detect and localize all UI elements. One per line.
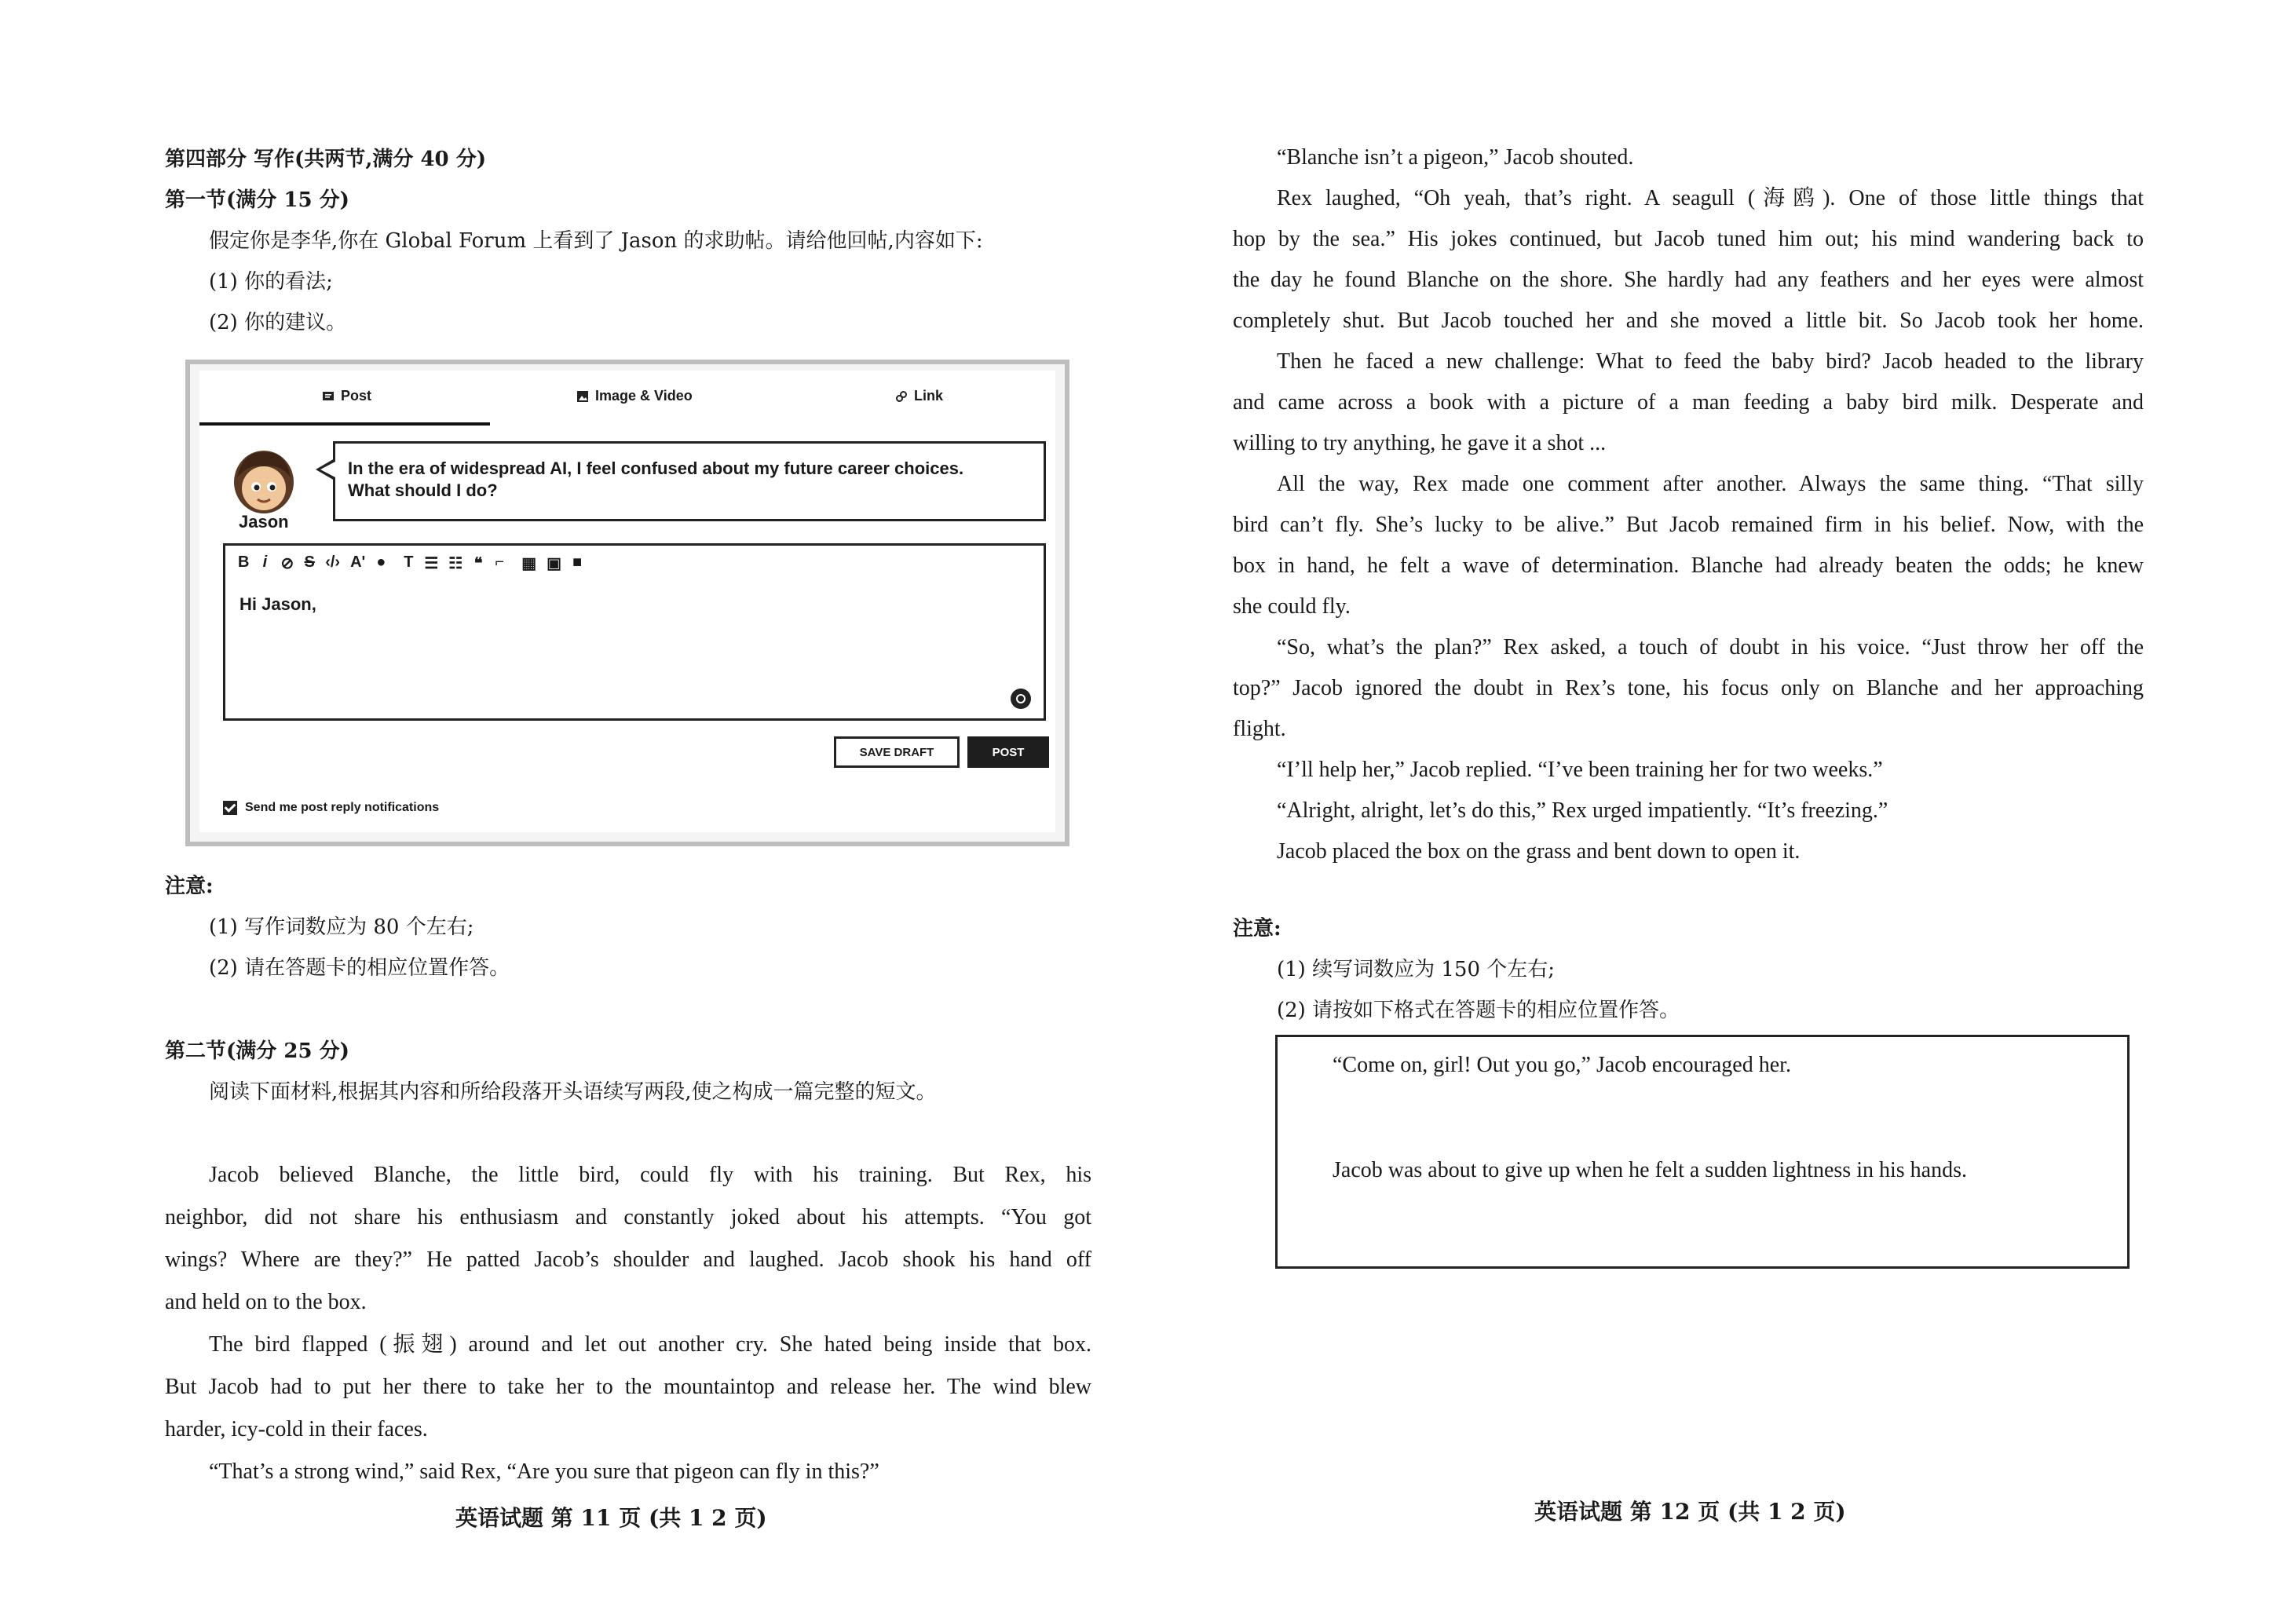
story-line: harder, icy-cold in their faces. xyxy=(165,1417,428,1441)
jason-avatar xyxy=(228,443,300,515)
tab-image-video-label: Image & Video xyxy=(595,388,693,404)
font-size-button[interactable]: A' xyxy=(350,553,366,571)
story-line: top?” Jacob ignored the doubt in Rex’s tone, his focus only on Blanche and her approaching xyxy=(1233,676,2144,700)
tab-link-label: Link xyxy=(914,388,944,404)
right-page xyxy=(1233,0,2144,1622)
insert-image-button[interactable]: ▣ xyxy=(547,555,561,572)
insert-video-button[interactable]: ■ xyxy=(572,553,583,571)
page-footer: 英语试题 第 12 页 (共 1 2 页) xyxy=(1534,1499,1846,1525)
question-line-1: In the era of widespread AI, I feel confused about my future career choices. xyxy=(348,458,964,478)
quote-button[interactable]: ❝ xyxy=(473,555,483,572)
story-line: “Alright, alright, let’s do this,” Rex urged impatiently. “It’s freezing.” xyxy=(1277,798,1888,823)
post-button[interactable]: POST xyxy=(967,736,1049,768)
story-line: she could fly. xyxy=(1233,594,1351,619)
part-title: 第四部分 写作(共两节,满分 40 分) xyxy=(165,148,486,171)
section2-title: 第二节(满分 25 分) xyxy=(165,1039,349,1063)
spoiler-button[interactable]: ● xyxy=(376,553,386,571)
forum-panel xyxy=(199,371,1055,832)
save-draft-button[interactable]: SAVE DRAFT xyxy=(834,736,960,768)
numbered-list-button[interactable]: ☷ xyxy=(448,555,463,572)
section1-title: 第一节(满分 15 分) xyxy=(165,188,349,212)
section1-point-2: (2) 你的建议。 xyxy=(209,311,347,334)
story-line: the day he found Blanche on the shore. She hardly had any feathers and her eyes were almost xyxy=(1233,268,2144,292)
bold-button[interactable]: B xyxy=(238,553,250,571)
link-icon xyxy=(895,390,908,403)
answer-format-box xyxy=(1275,1035,2130,1269)
post-type-tabs xyxy=(199,371,1055,426)
story-line: bird can’t fly. She’s lucky to be alive.” But Jacob remained firm in his belief. Now, with the xyxy=(1233,513,2144,537)
user-name: Jason xyxy=(239,512,289,532)
notification-label: Send me post reply notifications xyxy=(245,801,440,814)
notes2-item-1: (1) 续写词数应为 150 个左右; xyxy=(1277,958,1556,981)
code-button[interactable]: ‹/› xyxy=(325,553,341,571)
story-line: wings? Where are they?” He patted Jacob’s shoulder and laughed. Jacob shook his hand off xyxy=(165,1248,1091,1272)
story-line: “I’ll help her,” Jacob replied. “I’ve been training her for two weeks.” xyxy=(1277,758,1883,782)
section1-prompt: 假定你是李华,你在 Global Forum 上看到了 Jason 的求助帖。请给他回帖,内容如下: xyxy=(209,229,983,253)
story-line: flight. xyxy=(1233,717,1286,741)
speech-bubble-tail-inner xyxy=(320,462,335,477)
notes2-item-2: (2) 请按如下格式在答题卡的相应位置作答。 xyxy=(1277,999,1680,1022)
story-line: But Jacob had to put her there to take her to the mountaintop and release her. The wind blew xyxy=(165,1375,1091,1399)
story-line: neighbor, did not share his enthusiasm and constantly joked about his attempts. “You got xyxy=(165,1205,1091,1229)
story-line: “So, what’s the plan?” Rex asked, a touch of doubt in his voice. “Just throw her off the xyxy=(1277,635,2144,659)
story-line: Jacob believed Blanche, the little bird, could fly with his training. But Rex, his xyxy=(209,1163,1091,1187)
story-line: “That’s a strong wind,” said Rex, “Are you sure that pigeon can fly in this?” xyxy=(209,1459,879,1484)
active-tab-indicator xyxy=(199,422,490,426)
section1-point-1: (1) 你的看法; xyxy=(209,270,333,294)
link-button[interactable]: ⊘ xyxy=(280,555,294,572)
tab-link[interactable] xyxy=(895,388,943,404)
left-page xyxy=(165,0,1091,1622)
tab-post-label: Post xyxy=(341,388,372,404)
story-line: Rex laughed, “Oh yeah, that’s right. A seagull (海鸥). One of those little things that xyxy=(1277,186,2144,210)
story-line: Then he faced a new challenge: What to feed the baby bird? Jacob headed to the library xyxy=(1277,349,2144,374)
notes1-title: 注意: xyxy=(165,875,214,898)
notes1-item-2: (2) 请在答题卡的相应位置作答。 xyxy=(209,956,510,980)
story-line: The bird flapped (振翅) around and let out another cry. She hated being inside that box. xyxy=(209,1332,1091,1357)
forum-screenshot xyxy=(185,360,1069,846)
question-bubble xyxy=(333,441,1046,521)
notes1-item-1: (1) 写作词数应为 80 个左右; xyxy=(209,915,474,939)
story-line: completely shut. But Jacob touched her and she moved a little bit. So Jacob took her home. xyxy=(1233,309,2144,333)
notification-checkbox[interactable] xyxy=(223,801,237,815)
notification-option[interactable] xyxy=(223,801,439,815)
tab-post[interactable] xyxy=(322,388,371,404)
bullet-list-button[interactable]: ☰ xyxy=(424,555,439,572)
image-icon xyxy=(576,390,589,403)
story-line: and held on to the box. xyxy=(165,1290,367,1314)
story-line: “Blanche isn’t a pigeon,” Jacob shouted. xyxy=(1277,145,1634,170)
table-button[interactable]: ▦ xyxy=(521,555,537,572)
italic-button[interactable]: i xyxy=(262,553,268,571)
story-line: box in hand, he felt a wave of determination. Blanche had already beaten the odds; he knew xyxy=(1233,553,2144,578)
story-line: All the way, Rex made one comment after another. Always the same thing. “That silly xyxy=(1277,472,2144,496)
editor-toolbar xyxy=(238,553,583,573)
answer-opening-1: “Come on, girl! Out you go,” Jacob encouraged her. xyxy=(1333,1053,1791,1077)
heading-button[interactable]: T xyxy=(404,553,414,571)
notes2-title: 注意: xyxy=(1233,917,1281,941)
question-line-2: What should I do? xyxy=(348,480,498,500)
story-line: willing to try anything, he gave it a shot ... xyxy=(1233,431,1607,455)
editor-content[interactable]: Hi Jason, xyxy=(239,594,316,614)
codeblock-button[interactable]: ⌐ xyxy=(495,553,505,571)
section2-prompt: 阅读下面材料,根据其内容和所给段落开头语续写两段,使之构成一篇完整的短文。 xyxy=(209,1080,937,1104)
grammarly-icon[interactable] xyxy=(1011,689,1031,709)
reply-editor[interactable] xyxy=(223,543,1046,721)
story-line: Jacob placed the box on the grass and bent down to open it. xyxy=(1277,839,1801,864)
page-footer: 英语试题 第 11 页 (共 1 2 页) xyxy=(455,1505,767,1531)
tab-image-video[interactable] xyxy=(576,388,693,404)
story-line: and came across a book with a picture of a man feeding a baby bird milk. Desperate and xyxy=(1233,390,2144,415)
strikethrough-button[interactable]: S xyxy=(304,553,315,571)
post-icon xyxy=(322,390,335,403)
answer-opening-2: Jacob was about to give up when he felt a sudden lightness in his hands. xyxy=(1333,1158,1967,1182)
story-line: hop by the sea.” His jokes continued, but Jacob tuned him out; his mind wandering back to xyxy=(1233,227,2144,251)
